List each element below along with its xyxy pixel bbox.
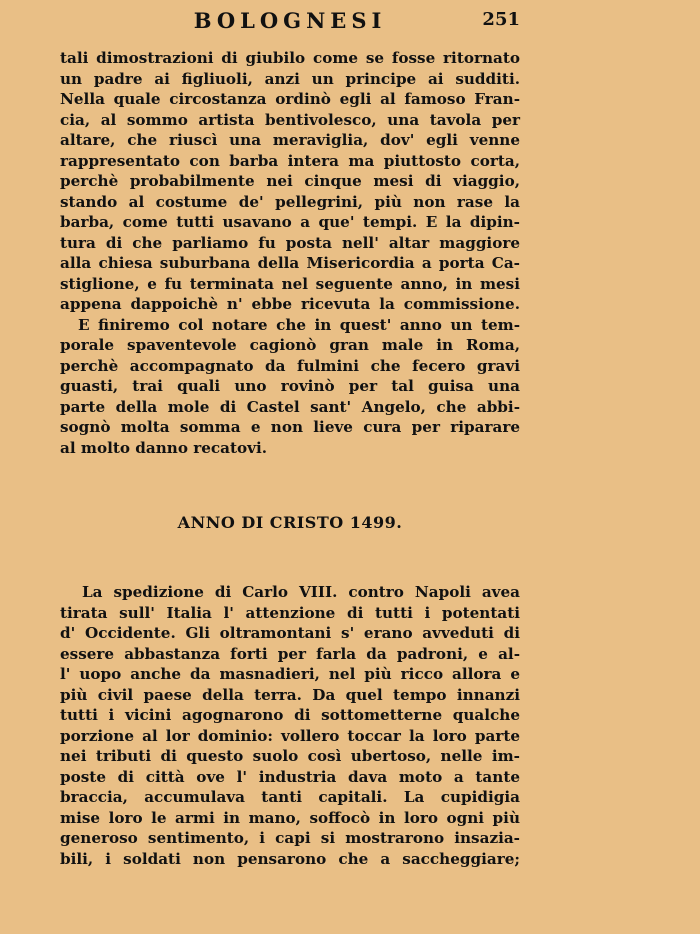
text-line: sognò molta somma e non lieve cura per riparare [60,418,520,436]
text-line: poste di città ove l' industria dava moto a tante [60,767,520,786]
text-line: altare, che riuscì una meraviglia, dov' egli venne [60,131,520,149]
text-line: bili, i soldati non pensarono che a saccheggiare; [60,849,520,868]
text-line: rappresentato con barba intera ma piuttosto corta, [60,151,520,170]
text-line: parte della mole di Castel sant' Angelo, che abbi- [60,397,520,416]
text-line: appena dappoichè n' ebbe ricevuta la commissione. [60,295,520,313]
running-head [60,6,520,36]
text-line: essere abbastanza forti per farla da padroni, e al- [60,644,520,663]
paragraph-continued [60,48,520,458]
text-line: mise loro le armi in mano, soffocò in loro ogni più [60,808,520,827]
text-line: alla chiesa suburbana della Misericordia a porta Ca- [60,254,520,272]
text-line: nei tributi di questo suolo così ubertoso, nelle im- [60,747,520,765]
text-line: cia, al sommo artista bentivolesco, una tavola per [60,110,520,129]
text-line: guasti, trai quali uno rovinò per tal guisa una [60,377,520,395]
text-line: stando al costume de' pellegrini, più non rase la [60,192,520,211]
text-line: braccia, accumulava tanti capitali. La cupidigia [60,788,520,806]
page-number: 251 [482,9,520,30]
text-line: porzione al lor dominio: vollero toccar la loro parte [60,726,520,745]
text-line: porale spaventevole cagionò gran male in Roma, [60,336,520,354]
text-line: tali dimostrazioni di giubilo come se fosse ritornato [60,49,520,67]
text-line: stiglione, e fu terminata nel seguente anno, in mesi [60,274,520,293]
text-line: Nella quale circostanza ordinò egli al famoso Fran- [60,90,520,108]
section-paragraph [60,582,520,869]
text-line: barba, come tutti usavano a que' tempi. E la dipin- [60,213,520,231]
text-line: al molto danno recatovi. [60,438,268,457]
text-line: perchè probabilmente nei cinque mesi di viaggio, [60,172,520,190]
text-line: l' uopo anche da masnadieri, nel più ricco allora e [60,665,520,683]
text-line: d' Occidente. Gli oltramontani s' erano avveduti di [60,624,520,642]
text-line: tirata sull' Italia l' attenzione di tutti i potentati [60,603,520,622]
text-line: generoso sentimento, i capi si mostrarono insazia- [60,829,520,847]
text-line: tura di che parliamo fu posta nell' altar maggiore [60,233,520,252]
text-line: più civil paese della terra. Da quel tempo innanzi [60,685,520,704]
text-line: perchè accompagnato da fulmini che fecero gravi [60,356,520,375]
text-line: La spedizione di Carlo VIII. contro Napoli avea [82,583,520,601]
running-title: BOLOGNESI [193,8,387,33]
section-heading: ANNO DI CRISTO 1499. [177,513,403,532]
text-line: un padre ai figliuoli, anzi un principe ai sudditi. [60,69,520,88]
text-line: E finiremo col notare che in quest' anno un tem- [78,315,520,334]
text-line: tutti i vicini agognarono di sottometterne qualche [60,706,520,724]
